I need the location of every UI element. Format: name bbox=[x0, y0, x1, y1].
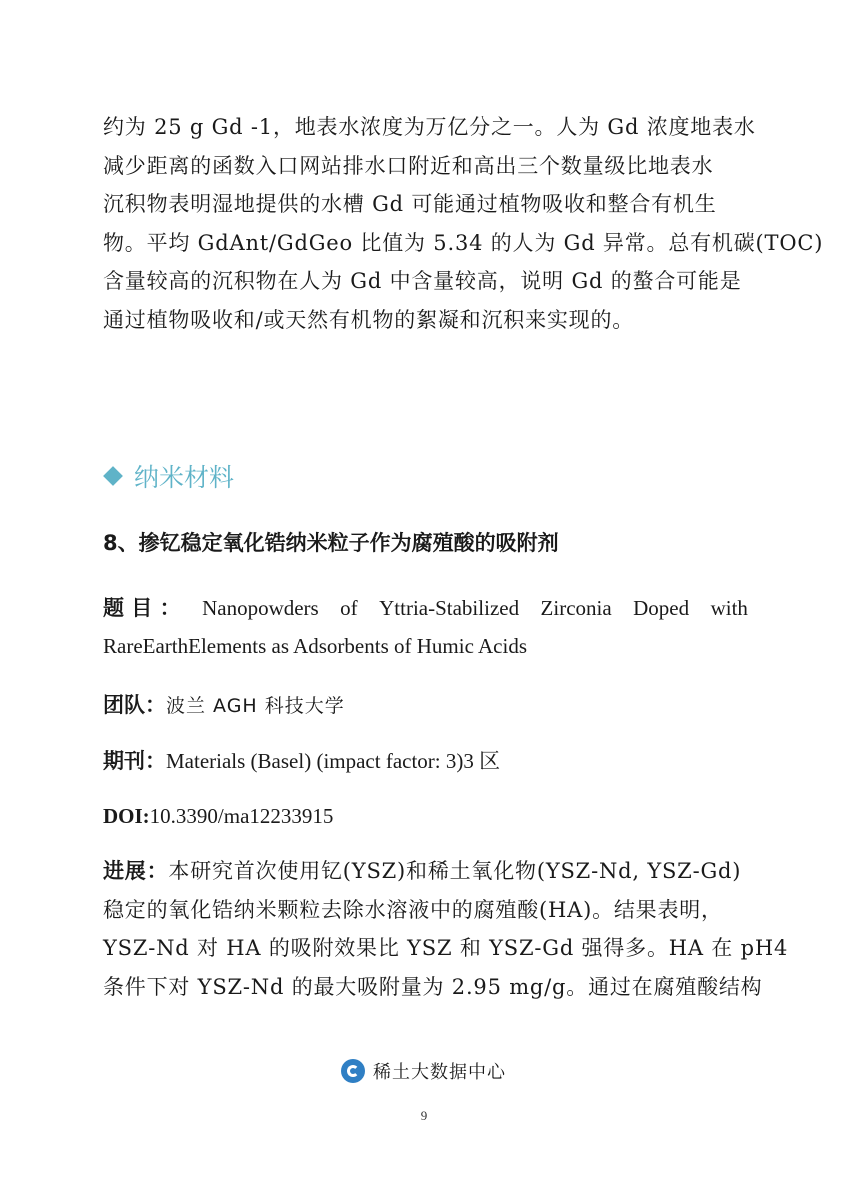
journal-value: Materials (Basel) (impact factor: 3)3 区 bbox=[166, 749, 501, 773]
intro-line: 沉积物表明湿地提供的水槽 Gd 可能通过植物吸收和整合有机生 bbox=[103, 192, 717, 216]
title-word: of bbox=[340, 596, 358, 620]
section-title-text: 纳米材料 bbox=[134, 463, 235, 492]
brand-logo-icon bbox=[341, 1059, 365, 1083]
paper-title-line-1 bbox=[103, 589, 748, 627]
progress-line bbox=[103, 852, 748, 891]
journal-row bbox=[103, 742, 748, 780]
intro-line: 含量较高的沉积物在人为 Gd 中含量较高，说明 Gd 的螯合可能是 bbox=[103, 269, 742, 293]
doi-value: 10.3390/ma12233915 bbox=[149, 804, 334, 828]
progress-line: 条件下对 YSZ-Nd 的最大吸附量为 2.95 mg/g。通过在腐殖酸结构 bbox=[103, 974, 763, 999]
title-word: Yttria-Stabilized bbox=[379, 596, 520, 620]
title-word: with bbox=[710, 596, 748, 620]
diamond-bullet-icon bbox=[103, 466, 123, 486]
doi-row bbox=[103, 797, 748, 835]
title-label: 题 目 ： bbox=[103, 596, 181, 620]
section-heading bbox=[102, 458, 234, 494]
intro-paragraph bbox=[103, 108, 824, 339]
paper-title-row bbox=[103, 589, 748, 665]
paper-title-line-2: RareEarthElements as Adsorbents of Humic Acids bbox=[103, 634, 527, 658]
progress-paragraph bbox=[103, 852, 789, 1006]
doi-label: DOI: bbox=[103, 804, 150, 828]
team-value: 波兰 AGH 科技大学 bbox=[166, 695, 345, 717]
title-word: Doped bbox=[633, 596, 690, 620]
team-label: 团队： bbox=[103, 693, 166, 717]
progress-first-text: 本研究首次使用钇(YSZ)和稀土氧化物(YSZ-Nd, YSZ-Gd) bbox=[168, 859, 742, 883]
title-word: Zirconia bbox=[540, 596, 612, 620]
page-number: 9 bbox=[420, 1108, 428, 1123]
progress-line: YSZ-Nd 对 HA 的吸附效果比 YSZ 和 YSZ-Gd 强得多。HA 在 pH4 bbox=[103, 936, 789, 960]
title-word: Nanopowders bbox=[202, 596, 319, 620]
intro-line: 通过植物吸收和/或天然有机物的絮凝和沉积来实现的。 bbox=[103, 307, 635, 332]
footer-brand-text: 稀土大数据中心 bbox=[373, 1062, 506, 1083]
progress-line: 稳定的氧化锆纳米颗粒去除水溶液中的腐殖酸(HA)。结果表明， bbox=[103, 897, 723, 922]
intro-line: 减少距离的函数入口网站排水口附近和高出三个数量级比地表水 bbox=[103, 153, 714, 178]
intro-line: 约为 25 g Gd -1，地表水浓度为万亿分之一。人为 Gd 浓度地表水 bbox=[103, 115, 756, 139]
intro-line: 物。平均 GdAnt/GdGeo 比值为 5.34 的人为 Gd 异常。总有机碳(TOC) bbox=[103, 230, 824, 255]
item-heading: 8、掺钇稳定氧化锆纳米粒子作为腐殖酸的吸附剂 bbox=[103, 531, 559, 555]
footer-brand bbox=[341, 1058, 506, 1084]
progress-label: 进展： bbox=[103, 859, 169, 883]
team-row bbox=[103, 686, 748, 725]
journal-label: 期刊： bbox=[103, 749, 166, 773]
